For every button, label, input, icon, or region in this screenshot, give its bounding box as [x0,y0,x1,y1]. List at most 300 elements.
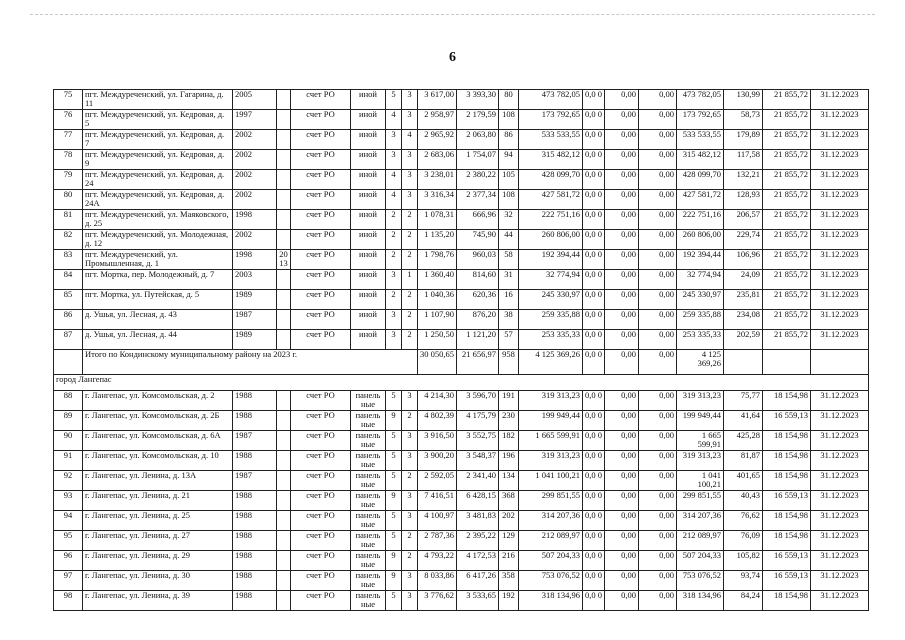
table-row [54,571,869,591]
cell-funds-federal: 0,0 0 [583,90,605,110]
cell-floors: 3 [386,270,402,290]
cell-limit-cost: 18 154,98 [763,471,811,491]
cell-cost-total: 428 099,70 [519,170,583,190]
cell-specific-cost: 84,24 [724,591,763,611]
cell-specific-cost: 76,09 [724,531,763,551]
cell-specific-cost: 58,73 [724,110,763,130]
cell-residents: 31 [499,270,519,290]
cell-funds-federal: 0,0 0 [583,411,605,431]
cell-completion: 31.12.2023 [811,270,869,290]
cell-funds-regional: 0,00 [605,290,639,310]
cell-completion: 31.12.2023 [811,230,869,250]
cell-entrances: 3 [402,431,418,451]
cell-area-living: 2 063,80 [457,130,499,150]
cell-area-living: 2 377,34 [457,190,499,210]
cell-limit-cost: 21 855,72 [763,90,811,110]
cell-area-living: 3 481,83 [457,511,499,531]
cell-limit-cost: 16 559,13 [763,411,811,431]
cell-specific-cost: 132,21 [724,170,763,190]
table-row [54,551,869,571]
cell-specific-cost: 202,59 [724,330,763,350]
cell-num: 86 [54,310,83,330]
cell-specific-cost: 206,57 [724,210,763,230]
cell-funds-regional: 0,00 [605,471,639,491]
cell-year: 2005 [233,90,277,110]
cell-funds-owner: 212 089,97 [677,531,724,551]
cell-limit-cost: 16 559,13 [763,571,811,591]
cell-entrances: 3 [402,491,418,511]
cell-entrances: 2 [402,551,418,571]
cell-cost-total: 192 394,44 [519,250,583,270]
cell-cost-total: 319 313,23 [519,391,583,411]
cell-fund: счет РО [291,170,351,190]
cell-specific-cost: 105,82 [724,551,763,571]
cell-address: г. Лангепас, ул. Ленина, д. 25 [83,511,233,531]
table-row [54,330,869,350]
cell-fund: счет РО [291,270,351,290]
cell-floors: 3 [386,310,402,330]
cell-completion: 31.12.2023 [811,170,869,190]
cell-funds-federal: 0,0 0 [583,531,605,551]
cell-funds-local: 0,00 [639,110,677,130]
cell-num: 88 [54,391,83,411]
cell-completion: 31.12.2023 [811,531,869,551]
cell-year: 2002 [233,230,277,250]
cell-material: иной [351,210,386,230]
cell-residents: 196 [499,451,519,471]
cell-specific-cost: 93,74 [724,571,763,591]
cell-funds-local: 0,00 [639,531,677,551]
cell-year: 1988 [233,531,277,551]
cell-entrances: 2 [402,290,418,310]
cell-material: панель ные [351,591,386,611]
cell-funds-owner: 314 207,36 [677,511,724,531]
cell-funds-regional: 0,00 [605,150,639,170]
cell-year: 1988 [233,391,277,411]
cell-entrances: 3 [402,190,418,210]
cell-entrances: 2 [402,310,418,330]
cell-floors-note [277,411,291,431]
cell-area-total: 3 617,00 [418,90,457,110]
cell-residents: 358 [499,571,519,591]
cell-floors: 5 [386,591,402,611]
cell-funds-federal: 0,0 0 [583,491,605,511]
cell-funds-owner: 318 134,96 [677,591,724,611]
cell-limit-cost: 21 855,72 [763,210,811,230]
cell-limit-cost: 21 855,72 [763,150,811,170]
cell-num: 77 [54,130,83,150]
cell-funds-regional: 0,00 [605,391,639,411]
cell-limit-cost: 21 855,72 [763,290,811,310]
cell-completion: 31.12.2023 [811,190,869,210]
cell-floors: 3 [386,130,402,150]
cell-area-living: 960,03 [457,250,499,270]
cell-funds-regional: 0,00 [605,511,639,531]
cell-residents: 105 [499,170,519,190]
cell-floors-note [277,310,291,330]
cell-funds-regional: 0,00 [605,431,639,451]
cell-cost-total: 315 482,12 [519,150,583,170]
cell-completion: 31.12.2023 [811,290,869,310]
cell-entrances: 3 [402,90,418,110]
cell-funds-regional: 0,00 [605,270,639,290]
cell-funds-owner: 533 533,55 [677,130,724,150]
cell-funds-regional: 0,00 [605,531,639,551]
cell-specific-cost: 425,28 [724,431,763,451]
cell-area-living: 876,20 [457,310,499,330]
cell-funds-regional: 0,00 [605,411,639,431]
cell-funds-owner: 1 041 100,21 [677,471,724,491]
cell-floors: 5 [386,451,402,471]
cell-limit-cost: 21 855,72 [763,310,811,330]
cell-floors-note [277,571,291,591]
cell-material: панель ные [351,531,386,551]
cell-funds-owner: 173 792,65 [677,110,724,130]
cell-specific-cost: 24,09 [724,270,763,290]
cell-funds-local: 0,00 [639,471,677,491]
cell-entrances: 3 [402,150,418,170]
cell-num: 89 [54,411,83,431]
cell-address: г. Лангепас, ул. Ленина, д. 29 [83,551,233,571]
cell-floors-note [277,290,291,310]
cell-area-total: 1 250,50 [418,330,457,350]
table-row [54,270,869,290]
cell-funds-regional: 0,00 [605,330,639,350]
cell-funds-owner: 32 774,94 [677,270,724,290]
cell-floors-note [277,210,291,230]
cell-year: 2002 [233,170,277,190]
cell-address: пгт. Междуреченский, ул. Молодежная, д. 12 [83,230,233,250]
cell-completion: 31.12.2023 [811,471,869,491]
cell-completion: 31.12.2023 [811,250,869,270]
cell-material: иной [351,90,386,110]
cell-funds-regional: 0,00 [605,230,639,250]
cell-funds-local: 0,00 [639,330,677,350]
cell-year: 1988 [233,411,277,431]
table-row [54,411,869,431]
cell-floors-note [277,170,291,190]
cell-entrances: 3 [402,511,418,531]
cell-num: 95 [54,531,83,551]
cell-funds-federal: 0,0 0 [583,150,605,170]
cell-year: 1988 [233,451,277,471]
cell-area-total: 1 107,90 [418,310,457,330]
cell-limit-cost: 21 855,72 [763,110,811,130]
table-body-kondinsky [54,90,869,350]
cell-num: 91 [54,451,83,471]
cell-funds-regional: 0,00 [605,591,639,611]
cell-funds-local: 0,00 [639,310,677,330]
cell-entrances: 2 [402,471,418,491]
cell-entrances: 2 [402,531,418,551]
table-row [54,210,869,230]
cell-area-living: 2 380,22 [457,170,499,190]
cell-floors: 2 [386,250,402,270]
table-row [54,230,869,250]
cell-funds-regional: 0,00 [605,110,639,130]
cell-cost-total: 319 313,23 [519,451,583,471]
cell-floors: 2 [386,290,402,310]
cell-address: пгт. Междуреченский, ул. Кедровая, д. 5 [83,110,233,130]
cell-floors-note [277,270,291,290]
cell-year: 1989 [233,330,277,350]
cell-floors-note [277,451,291,471]
cell-area-total: 4 100,97 [418,511,457,531]
cell-num: 85 [54,290,83,310]
cell-num: 92 [54,471,83,491]
cell-funds-owner: 299 851,55 [677,491,724,511]
cell-cost-total: 318 134,96 [519,591,583,611]
cell-funds-federal: 0,0 0 [583,290,605,310]
cell-funds-local: 0,00 [639,250,677,270]
cell-limit-cost: 16 559,13 [763,551,811,571]
cell-fund: счет РО [291,230,351,250]
cell-area-total: 1 078,31 [418,210,457,230]
cell-address: г. Лангепас, ул. Ленина, д. 27 [83,531,233,551]
table-row [54,451,869,471]
cell-funds-owner: 319 313,23 [677,391,724,411]
cell-area-total: 2 592,05 [418,471,457,491]
cell-residents: 134 [499,471,519,491]
cell-year: 2002 [233,130,277,150]
table-total-section [54,350,869,391]
cell-floors: 5 [386,511,402,531]
cell-specific-cost: 81,87 [724,451,763,471]
table-row [54,170,869,190]
cell-funds-federal: 0,0 0 [583,170,605,190]
cell-entrances: 3 [402,591,418,611]
cell-funds-federal: 0,0 0 [583,431,605,451]
cell-fund: счет РО [291,310,351,330]
cell-material: иной [351,330,386,350]
cell-area-living: 3 533,65 [457,591,499,611]
cell-entrances: 3 [402,451,418,471]
cell-funds-regional: 0,00 [605,250,639,270]
cell-material: панель ные [351,451,386,471]
cell-year: 1987 [233,431,277,451]
cell-material: иной [351,150,386,170]
cell-address: пгт. Междуреченский, ул. Кедровая, д. 24А [83,190,233,210]
cell-address: пгт. Мортка, пер. Молодежный, д. 7 [83,270,233,290]
page-number: 6 [449,50,456,65]
cell-material: иной [351,250,386,270]
cell-residents: 230 [499,411,519,431]
cell-cost-total: 473 782,05 [519,90,583,110]
cell-area-total: 3 238,01 [418,170,457,190]
cell-area-living: 3 552,75 [457,431,499,451]
cell-funds-regional: 0,00 [605,571,639,591]
cell-address: г. Лангепас, ул. Ленина, д. 30 [83,571,233,591]
cell-funds-local: 0,00 [639,230,677,250]
cell-funds-owner: 753 076,52 [677,571,724,591]
cell-entrances: 2 [402,250,418,270]
cell-funds-local: 0,00 [639,391,677,411]
cell-material: панель ные [351,511,386,531]
cell-specific-cost: 179,89 [724,130,763,150]
cell-address: пгт. Мортка, ул. Путейская, д. 5 [83,290,233,310]
cell-floors: 2 [386,230,402,250]
cell-floors: 9 [386,411,402,431]
cell-year: 2002 [233,190,277,210]
cell-cost-total: 222 751,16 [519,210,583,230]
cell-funds-federal: 0,0 0 [583,551,605,571]
cell-fund: счет РО [291,110,351,130]
cell-year: 1989 [233,290,277,310]
cell-area-living: 2 395,22 [457,531,499,551]
cell-fund: счет РО [291,471,351,491]
cell-completion: 31.12.2023 [811,451,869,471]
cell-funds-federal: 0,0 0 [583,310,605,330]
total-funds-federal: 0,0 0 [583,350,605,375]
cell-year: 1988 [233,571,277,591]
cell-funds-local: 0,00 [639,551,677,571]
cell-cost-total: 260 806,00 [519,230,583,250]
cell-area-living: 3 596,70 [457,391,499,411]
total-funds-local: 0,00 [639,350,677,375]
cell-floors-note [277,551,291,571]
cell-fund: счет РО [291,411,351,431]
cell-year: 1988 [233,551,277,571]
cell-material: иной [351,230,386,250]
cell-num: 90 [54,431,83,451]
cell-floors: 5 [386,471,402,491]
cell-address: г. Лангепас, ул. Комсомольская, д. 10 [83,451,233,471]
cell-entrances: 3 [402,391,418,411]
cell-limit-cost: 21 855,72 [763,230,811,250]
cell-completion: 31.12.2023 [811,571,869,591]
table-row [54,130,869,150]
cell-floors-note [277,90,291,110]
cell-floors: 9 [386,491,402,511]
cell-entrances: 2 [402,230,418,250]
cell-fund: счет РО [291,290,351,310]
cell-floors-note [277,230,291,250]
cell-funds-regional: 0,00 [605,190,639,210]
cell-specific-cost: 130,99 [724,90,763,110]
cell-fund: счет РО [291,531,351,551]
cell-funds-local: 0,00 [639,411,677,431]
capital-repair-table [53,89,869,611]
cell-area-living: 745,90 [457,230,499,250]
cell-num: 82 [54,230,83,250]
cell-floors-note [277,431,291,451]
cell-floors-note [277,591,291,611]
cell-entrances: 3 [402,170,418,190]
table-row [54,391,869,411]
cell-area-total: 1 135,20 [418,230,457,250]
cell-fund: счет РО [291,150,351,170]
cell-completion: 31.12.2023 [811,310,869,330]
cell-floors-note [277,531,291,551]
cell-funds-federal: 0,0 0 [583,330,605,350]
cell-funds-regional: 0,00 [605,310,639,330]
cell-address: г. Лангепас, ул. Ленина, д. 21 [83,491,233,511]
cell-area-total: 7 416,51 [418,491,457,511]
cell-address: пгт. Междуреченский, ул. Маяковского, д. 25 [83,210,233,230]
cell-limit-cost: 21 855,72 [763,130,811,150]
cell-entrances: 1 [402,270,418,290]
cell-funds-federal: 0,0 0 [583,110,605,130]
cell-funds-federal: 0,0 0 [583,571,605,591]
cell-address: пгт. Междуреченский, ул. Промышленная, д. 1 [83,250,233,270]
cell-funds-federal: 0,0 0 [583,130,605,150]
table-row [54,310,869,330]
cell-residents: 202 [499,511,519,531]
table-row [54,250,869,270]
cell-num: 81 [54,210,83,230]
cell-num: 75 [54,90,83,110]
cell-floors-note [277,130,291,150]
cell-num: 87 [54,330,83,350]
cell-floors: 4 [386,110,402,130]
cell-limit-cost: 18 154,98 [763,591,811,611]
cell-funds-local: 0,00 [639,90,677,110]
cell-address: г. Лангепас, ул. Комсомольская, д. 2 [83,391,233,411]
cell-limit-cost: 18 154,98 [763,511,811,531]
cell-funds-federal: 0,0 0 [583,250,605,270]
cell-specific-cost: 76,62 [724,511,763,531]
cell-funds-owner: 259 335,88 [677,310,724,330]
cell-area-total: 2 787,36 [418,531,457,551]
cell-num: 98 [54,591,83,611]
cell-residents: 16 [499,290,519,310]
cell-entrances: 2 [402,330,418,350]
cell-area-total: 8 033,86 [418,571,457,591]
cell-limit-cost: 18 154,98 [763,391,811,411]
cell-num: 96 [54,551,83,571]
cell-funds-owner: 473 782,05 [677,90,724,110]
cell-area-living: 3 548,37 [457,451,499,471]
cell-floors: 3 [386,150,402,170]
cell-limit-cost: 16 559,13 [763,491,811,511]
total-label: Итого по Кондинскому муниципальному району на 2023 г. [83,350,418,375]
cell-year: 2002 [233,150,277,170]
cell-completion: 31.12.2023 [811,411,869,431]
cell-area-living: 666,96 [457,210,499,230]
cell-funds-federal: 0,0 0 [583,511,605,531]
cell-address: д. Ушья, ул. Лесная, д. 44 [83,330,233,350]
cell-address: г. Лангепас, ул. Ленина, д. 39 [83,591,233,611]
cell-funds-regional: 0,00 [605,130,639,150]
section-title: город Лангепас [54,375,869,391]
cell-floors: 5 [386,531,402,551]
cell-cost-total: 253 335,33 [519,330,583,350]
cell-residents: 58 [499,250,519,270]
cell-funds-local: 0,00 [639,511,677,531]
cell-num: 97 [54,571,83,591]
cell-funds-local: 0,00 [639,431,677,451]
cell-funds-federal: 0,0 0 [583,471,605,491]
cell-completion: 31.12.2023 [811,391,869,411]
cell-specific-cost: 234,08 [724,310,763,330]
cell-cost-total: 199 949,44 [519,411,583,431]
cell-cost-total: 507 204,33 [519,551,583,571]
cell-funds-local: 0,00 [639,591,677,611]
cell-year: 1988 [233,591,277,611]
cell-limit-cost: 18 154,98 [763,431,811,451]
cell-residents: 108 [499,190,519,210]
cell-cost-total: 314 207,36 [519,511,583,531]
cell-specific-cost: 41,64 [724,411,763,431]
cell-specific-cost: 117,58 [724,150,763,170]
cell-floors: 2 [386,210,402,230]
cell-area-total: 2 965,92 [418,130,457,150]
cell-year: 2003 [233,270,277,290]
cell-fund: счет РО [291,250,351,270]
cell-area-total: 2 958,97 [418,110,457,130]
cell-area-total: 1 040,36 [418,290,457,310]
cell-material: иной [351,310,386,330]
